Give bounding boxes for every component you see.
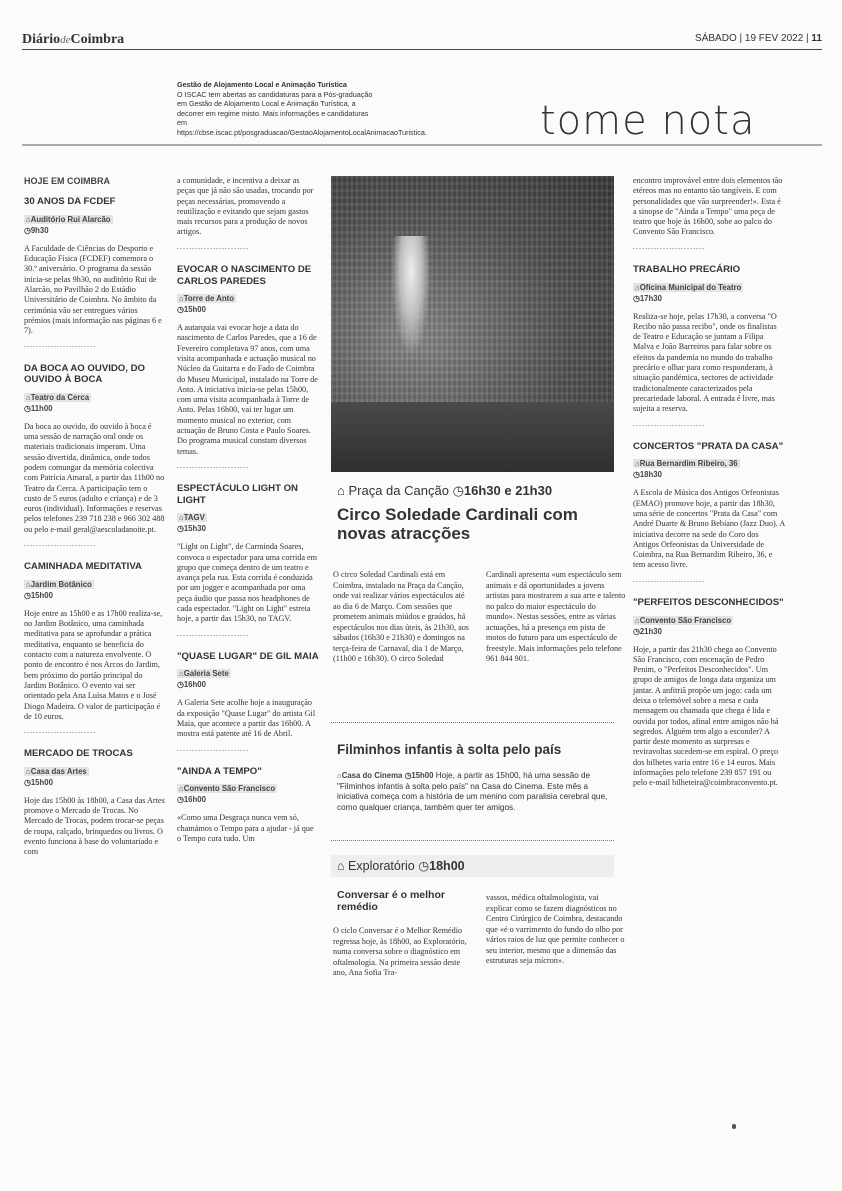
dotted-separator: ........................ bbox=[177, 743, 249, 753]
dotted-separator: ........................ bbox=[177, 241, 249, 251]
dotted-separator: ........................ bbox=[24, 726, 96, 736]
event-venue-line bbox=[633, 458, 785, 469]
event-item bbox=[24, 196, 166, 350]
dotted-separator: ........................ bbox=[24, 340, 96, 350]
event-venue-line bbox=[24, 579, 166, 590]
event-text: «Como uma Desgraça nunca vem só, chamámos o Tempo para a ajudar - já que o Tempo cura tudo. Um bbox=[177, 813, 314, 843]
issue-date bbox=[695, 33, 822, 44]
event-time-line bbox=[177, 794, 319, 805]
event-time: 15h00 bbox=[30, 590, 53, 600]
event-time-line bbox=[24, 403, 166, 414]
event-item bbox=[633, 441, 785, 585]
home-icon: ⌂ bbox=[26, 392, 31, 402]
event-time: 21h30 bbox=[639, 626, 662, 636]
date-text: SÁBADO | 19 FEV 2022 | bbox=[695, 33, 809, 44]
event-text: A autarquia vai evocar hoje a data do nascimento de Carlos Paredes, que a 16 de Fevereiro completava 97 anos, com uma visita acompanhada e actuação musical no Núcleo da Guitarra e do Fado de Coimbra do Museu Municipal, instalado na Torre de Anto. A iniciativa inicia-se pelas 15h00, com uma visita acompanhada à Torre de Anto. Pelas 16h00, vai ter lugar um momento musical no exterior, com actuação de Bruno Costa e Paulo Soares. Do programa musical constam diversos temas. bbox=[177, 323, 318, 456]
masthead-part: Coimbra bbox=[70, 32, 125, 47]
home-icon: ⌂ bbox=[26, 766, 31, 776]
page-header bbox=[22, 30, 822, 50]
feature-venue: Praça da Canção bbox=[348, 483, 449, 498]
dotted-separator: ........................ bbox=[633, 241, 705, 251]
event-time-line bbox=[24, 590, 166, 601]
dotted-separator bbox=[331, 722, 614, 723]
explo-text-b: vassos, médica oftalmologista, vai explicar como se fazem diagnósticos no Centro Cirúrgico de Coimbra, destacando que «é o varrimento do fundo do olho por vários raios de luz que permite conhecer o seu interior, mesmo que a dimensão das estruturas seja mícron». bbox=[486, 893, 625, 965]
home-icon: ⌂ bbox=[337, 483, 345, 498]
event-title: MERCADO DE TROCAS bbox=[24, 748, 133, 760]
event-time-line bbox=[24, 225, 166, 236]
explo-location bbox=[337, 858, 465, 873]
event-item bbox=[24, 561, 166, 736]
page-number: 11 bbox=[811, 33, 822, 44]
event-venue-line bbox=[177, 783, 319, 794]
event-item bbox=[177, 483, 319, 639]
event-time-line bbox=[24, 777, 166, 788]
section-rule bbox=[22, 144, 822, 146]
masthead-part: Diário bbox=[22, 32, 61, 47]
continued-text: a comunidade, e incentiva a deixar as peças que já não são usadas, trocando por peças necessárias, promovendo a reutilização e evitando que sejam gastos mais recursos para a produção de novos artigos. bbox=[177, 176, 314, 237]
event-venue: TAGV bbox=[183, 513, 205, 523]
notice-title: Gestão de Alojamento Local e Animação Turística bbox=[177, 80, 347, 89]
clock-icon: ◷ bbox=[24, 777, 31, 787]
notice-text: O ISCAC tem abertas as candidaturas para a Pós-graduação em Gestão de Alojamento Local e Animação Turística, a decorrer em regime misto. Mais informações e candidaturas em https://cbse.iscac.pt/posgraduacao/GestaoAlojamentoLocalAnimacaoTuristica. bbox=[177, 89, 427, 137]
event-text: "Light on Light", de Carminda Soares, convoca o espectador para uma corrida em grupo que começa dentro de um teatro e avança pela rua. Esta corrida é conduzida por um jogger e acompanhada por uma peça áudio que passa nos headphones de cada espectador. "Light on Light" estreia hoje, a partir das 15h30, no TAGV. bbox=[177, 542, 318, 624]
clock-icon: ◷ bbox=[24, 403, 31, 413]
home-icon: ⌂ bbox=[337, 859, 345, 873]
event-time: 15h30 bbox=[183, 524, 206, 534]
event-title: "PERFEITOS DESCONHECIDOS" bbox=[633, 597, 784, 609]
clock-icon: ◷ bbox=[177, 795, 184, 805]
event-venue-line bbox=[24, 214, 166, 225]
event-venue-line bbox=[24, 392, 166, 403]
event-venue: Torre de Anto bbox=[183, 294, 234, 304]
event-time-line bbox=[177, 304, 319, 315]
event-list bbox=[633, 264, 785, 789]
film-venue-tag bbox=[337, 771, 433, 780]
dotted-separator bbox=[331, 840, 614, 841]
explo-text-a: O ciclo Conversar é o Melhor Remédio regressa hoje, às 18h00, ao Exploratório, numa conversa sobre o diagnóstico em oftalmologia. Na primeira sessão deste ano, Ana Sofia Tra- bbox=[333, 926, 467, 977]
home-icon: ⌂ bbox=[179, 669, 184, 679]
home-icon: ⌂ bbox=[179, 294, 184, 304]
event-item bbox=[177, 766, 319, 844]
event-time: 9h30 bbox=[30, 225, 49, 235]
dotted-separator: ........................ bbox=[633, 418, 705, 428]
event-title: DA BOCA AO OUVIDO, DO OUVIDO À BOCA bbox=[24, 362, 145, 386]
clock-icon: ◷ bbox=[177, 680, 184, 690]
event-text: Hoje entre as 15h00 e as 17h00 realiza-se, no Jardim Botânico, uma caminhada meditativa para se aprofundar a prática meditativa, enquanto se beneficia do contacto com a natureza envolvente. O ponto de encontro é nos Arcos do Jardim, bem próximo do portão principal do Jardim Botânico. O evento vai ser orientado pela Ana Luísa Matos e o José Diogo Madeira. O valor de participação é de 10 euros. bbox=[24, 608, 163, 721]
feature-location bbox=[337, 483, 552, 499]
explo-time: 18h00 bbox=[429, 859, 465, 873]
event-venue-line bbox=[633, 282, 785, 293]
film-time: 15h00 bbox=[411, 771, 434, 780]
film-title: Filminhos infantis à solta pelo país bbox=[337, 742, 562, 757]
event-time-line bbox=[177, 679, 319, 690]
event-time-line bbox=[633, 626, 785, 637]
event-text: Realiza-se hoje, pelas 17h30, a conversa "O Recibo não passa recibo", onde os finalistas de Teatro e Educação se juntam a Filipa Malva e João Barreiros para falar sobre os efeitos da pandemia no mundo do trabalho precário e olhar para como responderam, à situação pandémica, sectores de actividade tradicionalmente caracterizados pela precariedade laboral. A entrada é livre, mas sujeita a reserva. bbox=[633, 311, 777, 414]
clock-icon: ◷ bbox=[177, 305, 184, 315]
event-item bbox=[633, 264, 785, 429]
event-venue: Convento São Francisco bbox=[183, 784, 276, 794]
explo-venue: Exploratório bbox=[348, 859, 415, 873]
dotted-separator: ........................ bbox=[177, 460, 249, 470]
clock-icon: ◷ bbox=[418, 859, 430, 873]
iscac-notice bbox=[177, 80, 427, 138]
clock-icon: ◷ bbox=[452, 483, 464, 498]
event-venue: Convento São Francisco bbox=[639, 615, 732, 625]
clock-icon: ◷ bbox=[404, 771, 412, 780]
home-icon: ⌂ bbox=[337, 771, 342, 780]
explo-title: Conversar é o melhor remédio bbox=[337, 889, 445, 913]
event-venue: Teatro da Cerca bbox=[30, 392, 90, 402]
event-title: CAMINHADA MEDITATIVA bbox=[24, 561, 142, 573]
event-venue: Galeria Sete bbox=[183, 669, 229, 679]
event-title: CONCERTOS "PRATA DA CASA" bbox=[633, 440, 784, 452]
home-icon: ⌂ bbox=[179, 784, 184, 794]
feature-time: 16h30 e 21h30 bbox=[463, 483, 553, 498]
event-venue: Auditório Rui Alarcão bbox=[30, 214, 111, 224]
event-text: Hoje das 15h00 às 18h00, a Casa das Artes promove o Mercado de Trocas. No Mercado de Trocas, podem trocar-se peças de roupa, calçado, brinquedos ou livros. O evento funciona à base do voluntariado e com bbox=[24, 795, 165, 857]
event-time: 15h00 bbox=[183, 305, 206, 315]
event-item bbox=[24, 748, 166, 857]
event-list bbox=[177, 264, 319, 844]
event-item bbox=[177, 651, 319, 754]
event-item bbox=[24, 363, 166, 550]
film-text bbox=[337, 770, 617, 813]
show-through-text bbox=[595, 70, 598, 82]
dotted-separator: ........................ bbox=[177, 628, 249, 638]
event-time-line bbox=[633, 293, 785, 304]
event-item bbox=[633, 597, 785, 789]
event-venue-line bbox=[177, 293, 319, 304]
event-venue: Oficina Municipal do Teatro bbox=[639, 282, 742, 292]
event-time-line bbox=[177, 523, 319, 534]
event-text: Da boca ao ouvido, do ouvido à boca é uma sessão de narração oral onde os materiais tradicionais imperam. Uma sessão divertida, dinâmica, onde todos podem comungar da memória colectiva com Patrícia Amaral, a partir das 11h00 no Teatro da Cerca. A participação tem o custo de 5 euros (adulto e criança) e de 3 euros (individual). Informações e reservas pelos telefones 239 718 238 e 966 302 488 ou pelo e-mail geral@aescoladanoite.pt. bbox=[24, 421, 165, 534]
event-time: 17h30 bbox=[639, 293, 662, 303]
event-venue: Casa das Artes bbox=[30, 766, 87, 776]
event-text: A Faculdade de Ciências do Desporto e Educação Física (FCDEF) comemora o 30.º aniversário. O programa da sessão inicia-se pelas 9h30, no auditório Rui de Alarcão, no Pavilhão 2 do Estádio Universitário de Coimbra. No âmbito da cerimónia vão ser entregues vários prémios (mais informação nas páginas 6 e 7). bbox=[24, 243, 162, 336]
event-title: 30 ANOS DA FCDEF bbox=[24, 196, 116, 208]
clock-icon: ◷ bbox=[633, 293, 640, 303]
event-time: 11h00 bbox=[30, 403, 53, 413]
feature-title: Circo Soledade Cardinali com novas atracções bbox=[337, 505, 578, 543]
home-icon: ⌂ bbox=[26, 579, 31, 589]
dotted-separator: ........................ bbox=[633, 574, 705, 584]
scan-speck bbox=[732, 1124, 736, 1129]
feature-text-b: Cardinali apresenta «um espectáculo sem animais e dá oportunidades a jovens artistas para mostrarem a sua arte e talento no palco do maior espectáculo do mundo». Nestas sessões, entre as várias actuações, há a presença em pista de motos do futuro para um espectáculo de freestyle. Mais informações pelo telefone 961 844 901. bbox=[486, 570, 626, 663]
event-title: "QUASE LUGAR" DE GIL MAIA bbox=[177, 650, 319, 662]
event-time-line bbox=[633, 469, 785, 480]
event-text: Hoje, a partir das 21h30 chega ao Convento São Francisco, com encenação de Pedro Penim, o "Perfeitos Desconhecidos". Um grupo de amigos de longa data organiza um jantar. A anfitriã propõe um jogo: cada um deixa o telemóvel sobre a mesa e cada mensagem ou chamada que chega é lida e ouvida por todos, afinal entre amigos não há segredos. Alguém tem algo a esconder? A partir deste momento as surpresas e reviravoltas sucedem-se em espiral. O preço dos bilhetes varia entre 16 e 14 euros. Mais informações pelo telefone 239 857 191 ou pelo e-mail bilheteira@coimbraconvento.pt. bbox=[633, 644, 779, 788]
event-venue-line bbox=[24, 766, 166, 777]
event-venue-line bbox=[177, 512, 319, 523]
column-4 bbox=[633, 176, 785, 789]
event-time: 15h00 bbox=[30, 777, 53, 787]
kicker-hoje: HOJE EM COIMBRA bbox=[24, 176, 111, 186]
event-venue: Jardim Botânico bbox=[30, 579, 92, 589]
event-text: A Escola de Música dos Antigos Orfeonistas (EMAO) promove hoje, a partir das 18h30, uma série de concertos "Prata da Casa" com André Duarte & Bruno Bebiano (Jazz Duo). A iniciativa decorre na sede do Coro dos Antigos Orfeonistas da Universidade de Coimbra, na Rua Bernardim Ribeiro, 36, e tem acesso livre. bbox=[633, 488, 785, 570]
clock-icon: ◷ bbox=[177, 524, 184, 534]
event-venue-line bbox=[177, 668, 319, 679]
home-icon: ⌂ bbox=[635, 615, 640, 625]
home-icon: ⌂ bbox=[635, 282, 640, 292]
event-title: ESPECTÁCULO LIGHT ON LIGHT bbox=[177, 483, 298, 506]
home-icon: ⌂ bbox=[179, 513, 184, 523]
event-text: A Galeria Sete acolhe hoje a inauguração da exposição "Quase Lugar" do artista Gil Maia, que acontece a partir das 16h00. A mostra está patente até 16 de Abril. bbox=[177, 698, 316, 739]
photo-floor bbox=[331, 402, 614, 472]
event-time: 16h00 bbox=[183, 795, 206, 805]
event-item bbox=[177, 264, 319, 471]
clock-icon: ◷ bbox=[633, 470, 640, 480]
dotted-separator: ........................ bbox=[24, 539, 96, 549]
home-icon: ⌂ bbox=[635, 459, 640, 469]
column-2 bbox=[177, 176, 319, 844]
event-title: EVOCAR O NASCIMENTO DE CARLOS PAREDES bbox=[177, 264, 312, 287]
event-time: 18h30 bbox=[639, 470, 662, 480]
feature-text-a: O circo Soledad Cardinali está em Coimbra, instalado na Praça da Canção, onde vai realizar vários espectáculos até ao dia 6 de Março. Com sessões que prometem animais miúdos e graúdos, há espectáculos nos dias úteis, às 21h30, aos sábados (16h30 e 21h30) e domingos na terça-feira de Carnaval, dia 1 de Março, (11h00 e 16h30). O circo Soledad bbox=[333, 570, 469, 663]
clock-icon: ◷ bbox=[633, 626, 640, 636]
column-1 bbox=[24, 176, 166, 858]
clock-icon: ◷ bbox=[24, 590, 31, 600]
photo-performer bbox=[391, 236, 431, 356]
masthead-logo bbox=[22, 32, 124, 48]
event-list bbox=[24, 196, 166, 857]
circus-photo bbox=[331, 176, 614, 472]
section-title: tome nota bbox=[540, 98, 756, 144]
continued-text: encontro improvável entre dois elementos tão etéreos mas no entanto tão tangíveis. E com personalidades que vão surpreender!». Esta é a sinopse de "Ainda a Tempo" uma peça de teatro que hoje às 16h00, sobe ao palco do Convento São Francisco. bbox=[633, 176, 783, 237]
masthead-de: de bbox=[60, 34, 71, 46]
event-venue: Rua Bernardim Ribeiro, 36 bbox=[639, 459, 738, 469]
home-icon: ⌂ bbox=[26, 214, 31, 224]
film-venue: Casa do Cinema bbox=[341, 771, 403, 780]
event-venue-line bbox=[633, 615, 785, 626]
event-time: 16h00 bbox=[183, 680, 206, 690]
clock-icon: ◷ bbox=[24, 225, 31, 235]
film-body: Hoje, a partir as 15h00, há uma sessão de "Filminhos infantis à solta pelo país" na Casa do Cinema. Este mês a iniciativa começa com a história de um menino com paralisia cerebral que, como qualquer criança, também quer ter amigos. bbox=[337, 771, 608, 812]
event-title: TRABALHO PRECÁRIO bbox=[633, 264, 741, 276]
event-title: "AINDA A TEMPO" bbox=[177, 765, 262, 777]
